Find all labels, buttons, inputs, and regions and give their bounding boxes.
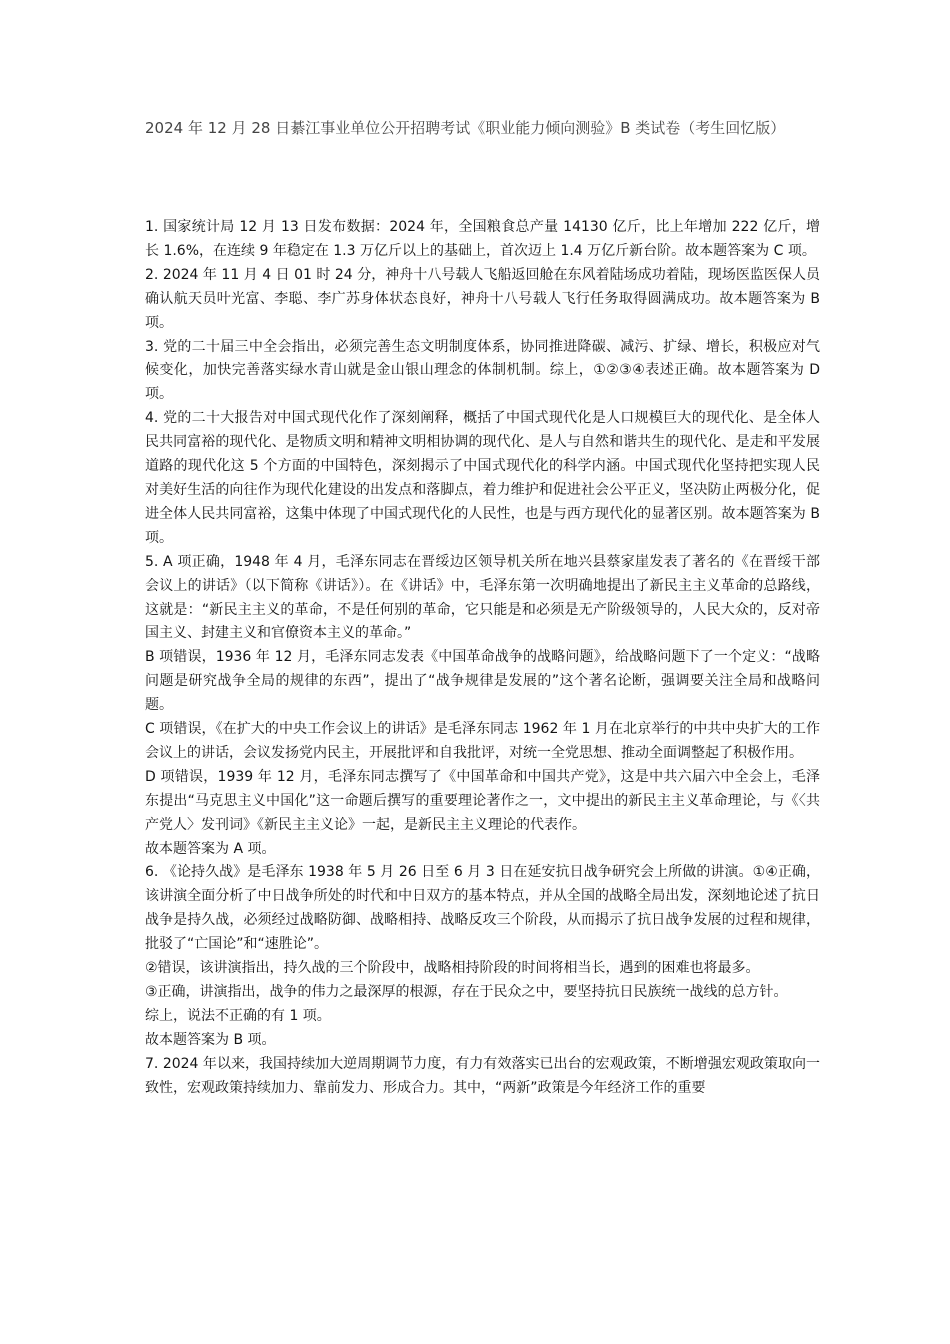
- answer-paragraph-q6-summary: 综上，说法不正确的有 1 项。: [145, 1007, 331, 1024]
- answer-paragraph-q6-point2: ②错误，该讲演指出，持久战的三个阶段中，战略相持阶段的时间将相当长，遇到的困难也将最多。: [145, 960, 760, 977]
- answer-paragraph-q5-b: B 项错误，1936 年 12 月，毛泽东同志发表《中国革命战争的战略问题》，给战略问题下了一个定义：“战略问题是研究战争全局的规律的东西”，提出了“战争规律是发展的”这个著名论断，强调要关注全局和战略问题。: [145, 649, 820, 714]
- answer-paragraph-q5-answer: 故本题答案为 A 项。: [145, 840, 276, 857]
- document-body: [145, 216, 820, 1101]
- answer-paragraph-q4: 4. 党的二十大报告对中国式现代化作了深刻阐释，概括了中国式现代化是人口规模巨大的现代化、是全体人民共同富裕的现代化、是物质文明和精神文明相协调的现代化、是人与自然和谐共生的现代化、是走和平发展道路的现代化这 5 个方面的中国特色，深刻揭示了中国式现代化的科学内涵。中国式现代化坚持把实现人民对美好生活的向往作为现代化建设的出发点和落脚点，着力维护和促进社会公平正义，坚决防止两极分化，促进全体人民共同富裕，这集中体现了中国式现代化的人民性，也是与西方现代化的显著区别。故本题答案为 B 项。: [145, 410, 820, 546]
- answer-paragraph-q6-answer: 故本题答案为 B 项。: [145, 1031, 276, 1048]
- answer-paragraph-q2: 2. 2024 年 11 月 4 日 01 时 24 分，神舟十八号载人飞船返回舱在东风着陆场成功着陆，现场医监医保人员确认航天员叶光富、李聪、李广苏身体状态良好，神舟十八号载人飞行任务取得圆满成功。故本题答案为 B 项。: [145, 266, 820, 331]
- answer-paragraph-q5-a: 5. A 项正确，1948 年 4 月，毛泽东同志在晋绥边区领导机关所在地兴县蔡家崖发表了著名的《在晋绥干部会议上的讲话》（以下简称《讲话》）。在《讲话》中，毛泽东第一次明确地提出了新民主主义革命的总路线，这就是：“新民主主义的革命，不是任何别的革命，它只能是和必须是无产阶级领导的，人民大众的，反对帝国主义、封建主义和官僚资本主义的革命。”: [145, 553, 820, 642]
- answer-paragraph-q5-c: C 项错误，《在扩大的中央工作会议上的讲话》是毛泽东同志 1962 年 1 月在北京举行的中共中央扩大的工作会议上的讲话，会议发扬党内民主，开展批评和自我批评，对统一全党思想、推动全面调整起了积极作用。: [145, 721, 820, 761]
- answer-paragraph-q7: 7. 2024 年以来，我国持续加大逆周期调节力度，有力有效落实已出台的宏观政策，不断增强宏观政策取向一致性，宏观政策持续加力、靠前发力、形成合力。其中，“两新”政策是今年经济工作的重要: [145, 1055, 820, 1096]
- answer-paragraph-q5-d: D 项错误，1939 年 12 月，毛泽东同志撰写了《中国革命和中国共产党》，这是中共六届六中全会上，毛泽东提出“马克思主义中国化”这一命题后撰写的重要理论著作之一，文中提出的新民主主义革命理论，与《〈共产党人〉发刊词》《新民主主义论》一起，是新民主主义理论的代表作。: [145, 768, 820, 833]
- answer-paragraph-q1: 1. 国家统计局 12 月 13 日发布数据：2024 年，全国粮食总产量 14130 亿斤，比上年增加 222 亿斤，增长 1.6%，在连续 9 年稳定在 1.3 万亿斤以上的基础上，首次迈上 1.4 万亿斤新台阶。故本题答案为 C 项。: [145, 219, 820, 259]
- answer-paragraph-q3: 3. 党的二十届三中全会指出，必须完善生态文明制度体系，协同推进降碳、减污、扩绿、增长，积极应对气候变化，加快完善落实绿水青山就是金山银山理念的体制机制。综上，①②③④表述正确。故本题答案为 D 项。: [145, 338, 820, 403]
- document-title: 2024 年 12 月 28 日綦江事业单位公开招聘考试《职业能力倾向测验》B 类试卷（考生回忆版）: [145, 119, 786, 137]
- answer-paragraph-q6-point3: ③正确，讲演指出，战争的伟力之最深厚的根源，存在于民众之中，要坚持抗日民族统一战线的总方针。: [145, 984, 788, 1000]
- answer-paragraph-q6: 6. 《论持久战》是毛泽东 1938 年 5 月 26 日至 6 月 3 日在延安抗日战争研究会上所做的讲演。①④正确，该讲演全面分析了中日战争所处的时代和中日双方的基本特点，并从全国的战略全局出发，深刻地论述了抗日战争是持久战，必须经过战略防御、战略相持、战略反攻三个阶段，从而揭示了抗日战争发展的过程和规律，批驳了“亡国论”和“速胜论”。: [145, 864, 820, 953]
